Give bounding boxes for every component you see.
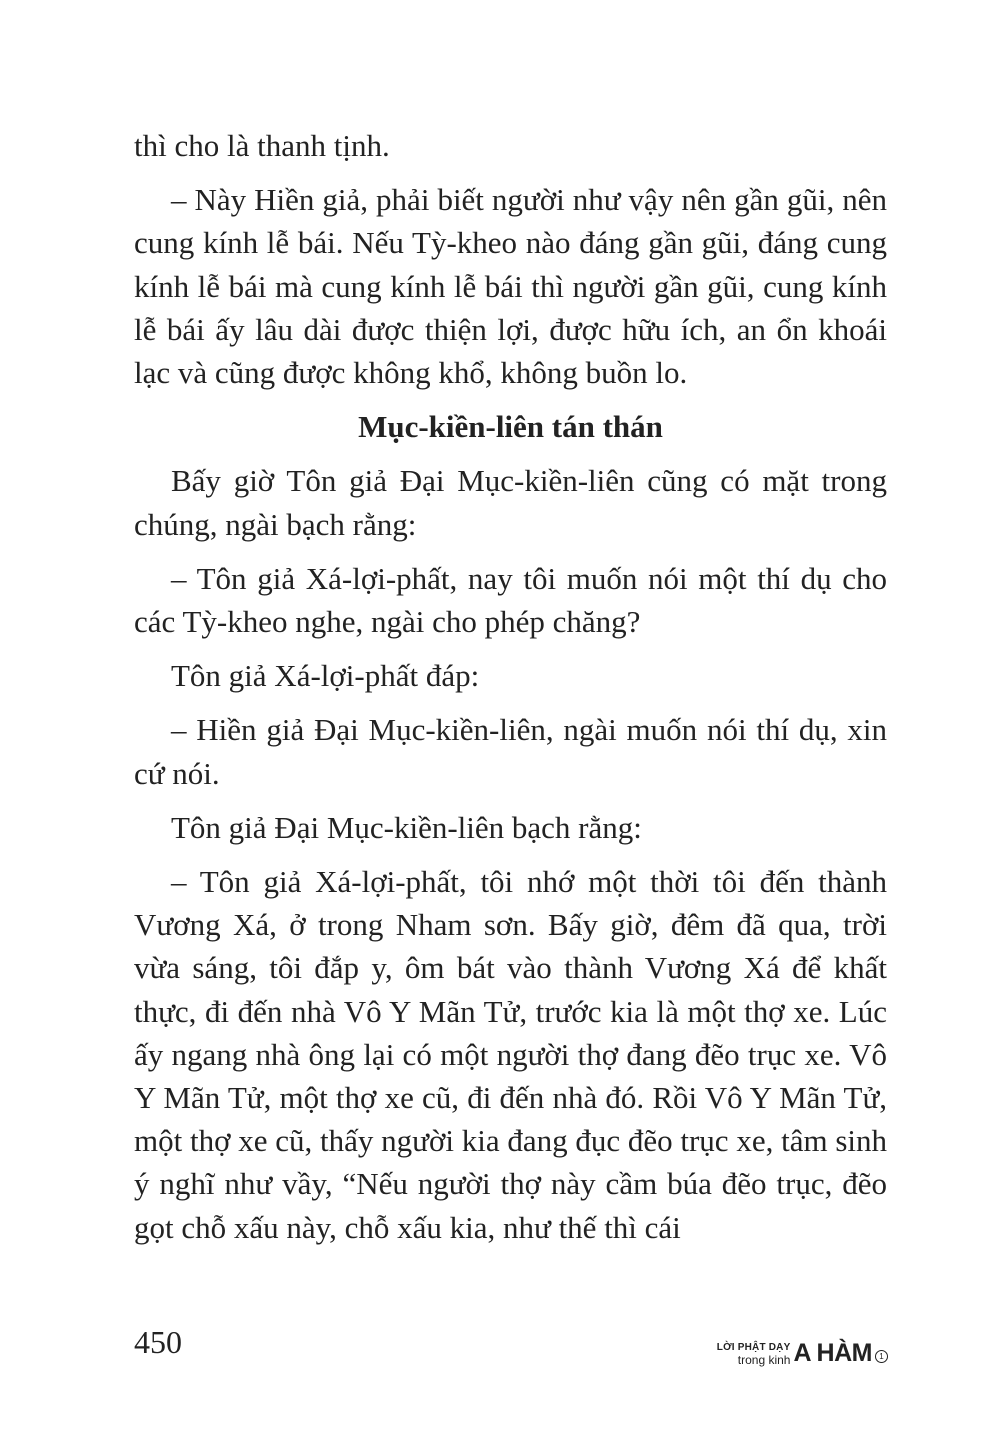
section-heading: Mục-kiền-liên tán thán xyxy=(358,409,663,445)
body-text xyxy=(134,124,887,1249)
logo-line-2: trong kinh xyxy=(737,1353,791,1367)
volume-badge: 1 xyxy=(875,1350,888,1363)
page-number: 450 xyxy=(134,1324,182,1360)
paragraph-dialogue: – Tôn giả Xá-lợi-phất, tôi nhớ một thời tôi đến thành Vương Xá, ở trong Nham sơn. Bấy giờ, đêm đã qua, trời vừa sáng, tôi đắp y, ôm bát vào thành Vương Xá để khất thực, đi đến nhà Vô Y Mãn Tử, trước kia là một thợ xe. Lúc ấy ngang nhà ông lại có một người thợ đang đẽo trục xe. Vô Y Mãn Tử, một thợ xe cũ, đi đến nhà đó. Rồi Vô Y Mãn Tử, một thợ xe cũ, thấy người kia đang đục đẽo trục xe, tâm sinh ý nghĩ như vầy, “Nếu người thợ này cầm búa đẽo trục, đẽo gọt chỗ xấu này, chỗ xấu kia, như thế thì cái xyxy=(134,864,887,1245)
logo-line-1: LỜI PHẬT DẠY xyxy=(716,1342,791,1353)
paragraph-narration: Bấy giờ Tôn giả Đại Mục-kiền-liên cũng có mặt trong chúng, ngài bạch rằng: xyxy=(134,463,887,542)
paragraph-narration: Tôn giả Đại Mục-kiền-liên bạch rằng: xyxy=(171,809,642,845)
paragraph-continuation: thì cho là thanh tịnh. xyxy=(134,128,390,163)
paragraph-dialogue: – Này Hiền giả, phải biết người như vậy nên gần gũi, nên cung kính lễ bái. Nếu Tỳ-kheo nào đáng gần gũi, đáng cung kính lễ bái mà cung kính lễ bái thì người gần gũi, cung kính lễ bái ấy lâu dài được thiện lợi, được hữu ích, an ổn khoái lạc và cũng được không khổ, không buồn lo. xyxy=(134,182,887,391)
paragraph-dialogue: – Hiền giả Đại Mục-kiền-liên, ngài muốn nói thí dụ, xin cứ nói. xyxy=(134,712,887,791)
paragraph-narration: Tôn giả Xá-lợi-phất đáp: xyxy=(171,658,480,694)
book-series-logo xyxy=(717,1332,888,1366)
logo-title: A HÀM xyxy=(793,1339,872,1367)
paragraph-dialogue: – Tôn giả Xá-lợi-phất, nay tôi muốn nói một thí dụ cho các Tỳ-kheo nghe, ngài cho phép chăng? xyxy=(134,560,887,640)
logo-subtitle xyxy=(717,1343,791,1366)
